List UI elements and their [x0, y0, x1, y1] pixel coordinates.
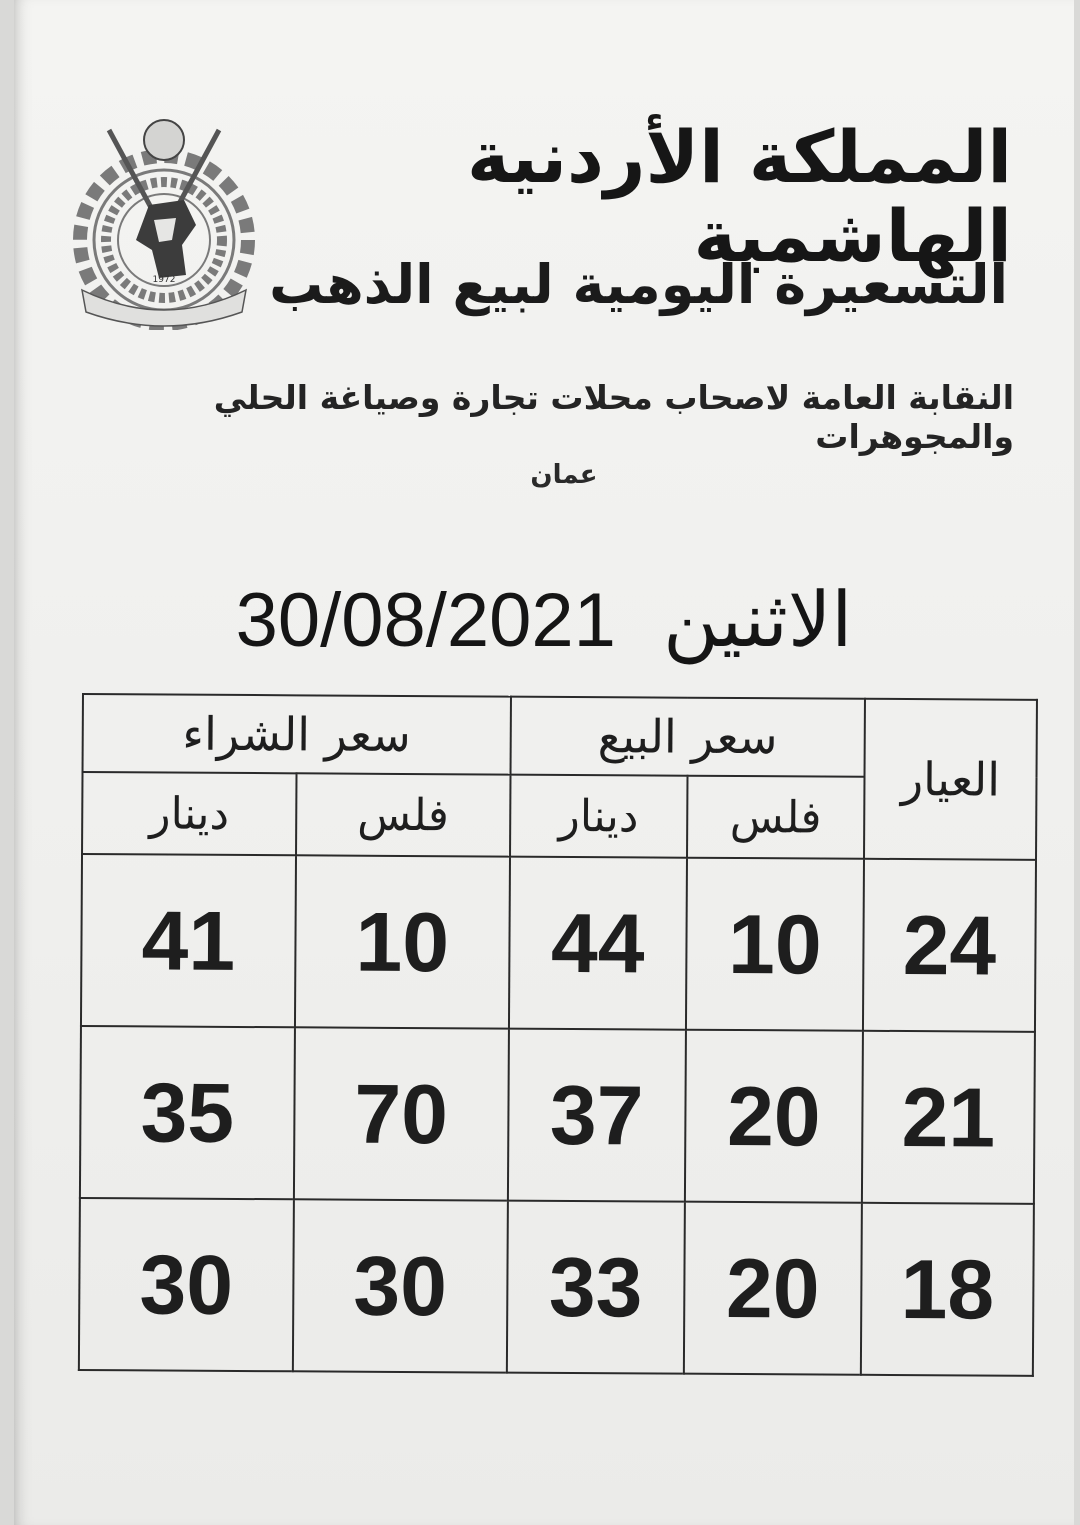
date-line [164, 575, 924, 664]
sell-dinar-cell: 44 [509, 857, 687, 1030]
table-row [81, 854, 1036, 1032]
union-emblem-icon [64, 100, 264, 330]
sell-fils-header: فلس [687, 776, 865, 859]
emblem-year: 1972 [152, 275, 176, 285]
karat-cell: 18 [861, 1203, 1034, 1376]
buy-fils-cell: 70 [294, 1027, 509, 1200]
buy-fils-cell: 10 [295, 855, 510, 1028]
table-row [80, 1026, 1035, 1204]
buy-dinar-cell: 41 [81, 854, 296, 1027]
city-label: عمان [530, 460, 598, 490]
sell-price-header: سعر البيع [510, 697, 865, 777]
page-subtitle: التسعيرة اليومية لبيع الذهب [269, 253, 1008, 316]
sell-dinar-cell: 33 [507, 1201, 685, 1374]
buy-price-header: سعر الشراء [83, 694, 511, 775]
karat-cell: 24 [863, 859, 1036, 1032]
sell-fils-cell: 20 [684, 1202, 862, 1375]
sell-fils-cell: 20 [685, 1030, 863, 1203]
document-sheet [14, 0, 1074, 1525]
day-name: الاثنين [663, 578, 853, 663]
karat-header: العيار [864, 699, 1037, 860]
date-value: 30/08/2021 [235, 578, 616, 663]
karat-cell: 21 [862, 1031, 1035, 1204]
table-header-row [83, 694, 1037, 778]
buy-dinar-cell: 35 [80, 1026, 295, 1199]
sell-dinar-header: دينار [510, 775, 688, 858]
table-row [79, 1198, 1034, 1376]
union-name: النقابة العامة لاصحاب محلات تجارة وصياغة الحلي والمجوهرات [213, 378, 1014, 456]
buy-fils-cell: 30 [293, 1199, 508, 1372]
sell-fils-cell: 10 [686, 858, 864, 1031]
buy-dinar-header: دينار [82, 772, 296, 855]
page-title: المملكة الأردنية الهاشمية [466, 115, 1012, 279]
buy-fils-header: فلس [296, 773, 510, 856]
sell-dinar-cell: 37 [508, 1029, 686, 1202]
buy-dinar-cell: 30 [79, 1198, 294, 1371]
gold-price-table [78, 693, 1038, 1377]
